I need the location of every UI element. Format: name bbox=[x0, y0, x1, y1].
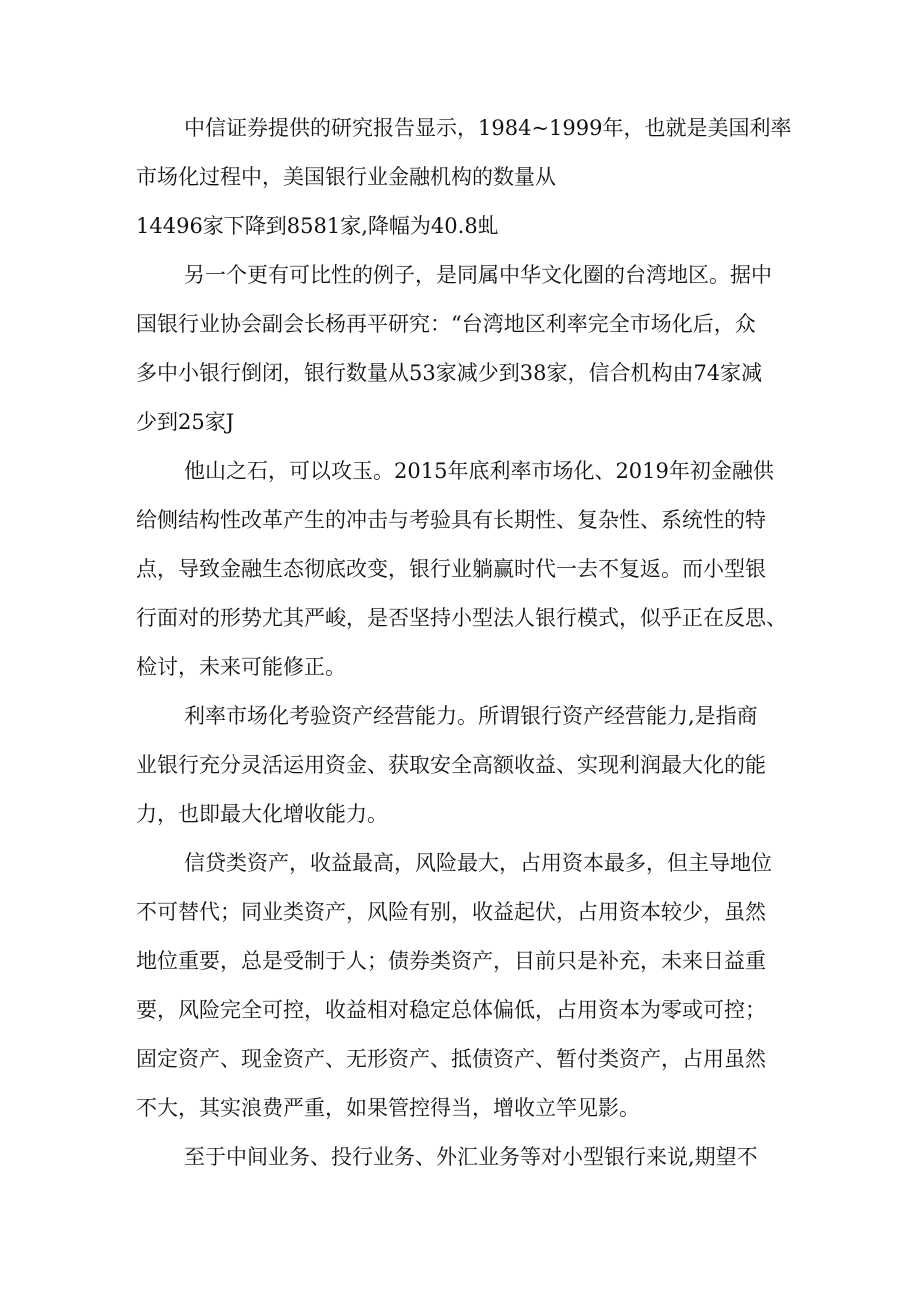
paragraph-5-line-2: 不可替代；同业类资产，风险有别，收益起伏，占用资本较少，虽然 bbox=[136, 900, 766, 924]
paragraph-2-line-1: 另一个更有可比性的例子，是同属中华文化圈的台湾地区。据中 bbox=[184, 263, 772, 287]
paragraph-3-line-5: 检讨，未来可能修正。 bbox=[136, 655, 346, 679]
paragraph-1-line-1: 中信证券提供的研究报告显示，1984~1999年，也就是美国利率 bbox=[184, 116, 792, 140]
paragraph-2-line-2: 国银行业协会副会长杨再平研究：“台湾地区利率完全市场化后，众 bbox=[136, 312, 756, 336]
paragraph-4-line-3: 力，也即最大化增收能力。 bbox=[136, 802, 388, 826]
paragraph-5-line-5: 固定资产、现金资产、无形资产、抵债资产、暂付类资产，占用虽然 bbox=[136, 1047, 766, 1071]
paragraph-4-line-2: 业银行充分灵活运用资金、获取安全高额收益、实现利润最大化的能 bbox=[136, 753, 766, 777]
paragraph-4-line-1: 利率市场化考验资产经营能力。所谓银行资产经营能力,是指商 bbox=[184, 704, 758, 728]
paragraph-6-line-1: 至于中间业务、投行业务、外汇业务等对小型银行来说,期望不 bbox=[184, 1145, 758, 1169]
paragraph-5-line-3: 地位重要，总是受制于人；债券类资产，目前只是补充，未来日益重 bbox=[136, 949, 766, 973]
paragraph-5-line-4: 要，风险完全可控，收益相对稳定总体偏低，占用资本为零或可控； bbox=[136, 998, 766, 1022]
paragraph-3-line-4: 行面对的形势尤其严峻，是否坚持小型法人银行模式，似乎正在反思、 bbox=[136, 606, 787, 630]
paragraph-2-line-4: 少到25家J bbox=[136, 410, 235, 434]
paragraph-3-line-1: 他山之石，可以攻玉。2015年底利率市场化、2019年初金融供 bbox=[184, 459, 774, 483]
paragraph-2-line-3: 多中小银行倒闭，银行数量从53家减少到38家，信合机构由74家减 bbox=[136, 361, 763, 385]
paragraph-5-line-1: 信贷类资产，收益最高，风险最大，占用资本最多，但主导地位 bbox=[184, 851, 772, 875]
paragraph-1-line-2: 市场化过程中，美国银行业金融机构的数量从 bbox=[136, 165, 556, 189]
paragraph-1-line-3: 14496家下降到8581家,降幅为40.8虬 bbox=[136, 214, 499, 238]
paragraph-3-line-2: 给侧结构性改革产生的冲击与考验具有长期性、复杂性、系统性的特 bbox=[136, 508, 766, 532]
paragraph-3-line-3: 点，导致金融生态彻底改变，银行业躺赢时代一去不复返。而小型银 bbox=[136, 557, 766, 581]
paragraph-5-line-6: 不大，其实浪费严重，如果管控得当，增收立竿见影。 bbox=[136, 1096, 640, 1120]
